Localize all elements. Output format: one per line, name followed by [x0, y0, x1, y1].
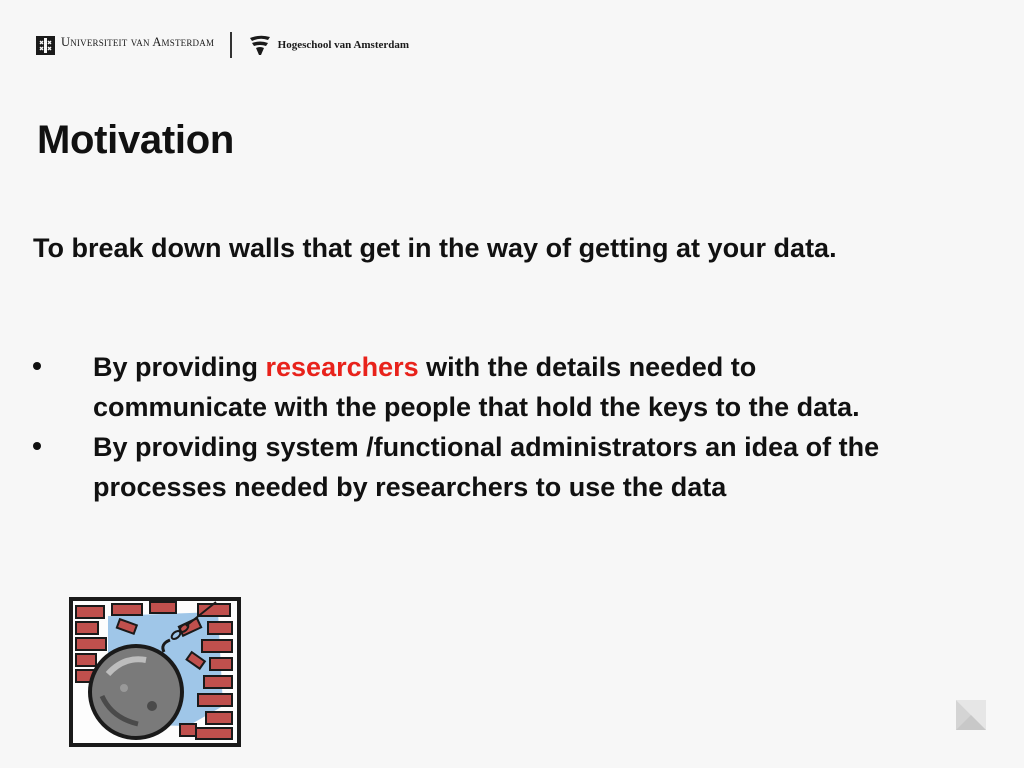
bullet-text-after: with the details needed to communicate with the people that hold the keys to the data.	[93, 352, 860, 422]
next-slide-arrow-icon[interactable]	[955, 699, 987, 731]
slide-title: Motivation	[37, 118, 234, 162]
bullet-item	[33, 347, 933, 427]
bullet-text: By providing system /functional administrators an idea of the processes needed by researchers to use the data	[93, 432, 880, 502]
wrecking-ball-clipart	[68, 596, 242, 748]
bullet-dot-icon	[33, 362, 41, 370]
hva-logo-icon	[248, 34, 272, 56]
bullet-text-before: By providing	[93, 352, 266, 382]
bullet-list	[33, 347, 933, 507]
hva-name: Hogeschool van Amsterdam	[277, 39, 410, 51]
bullet-item	[33, 427, 933, 507]
bullet-dot-icon	[33, 442, 41, 450]
logo-divider	[230, 32, 232, 58]
uva-name: Universiteit van Amsterdam	[61, 34, 215, 49]
highlight-word: researchers	[265, 352, 419, 382]
uva-logo-icon	[36, 36, 55, 55]
header-logos	[36, 30, 409, 60]
intro-text: To break down walls that get in the way of getting at your data.	[33, 233, 837, 263]
